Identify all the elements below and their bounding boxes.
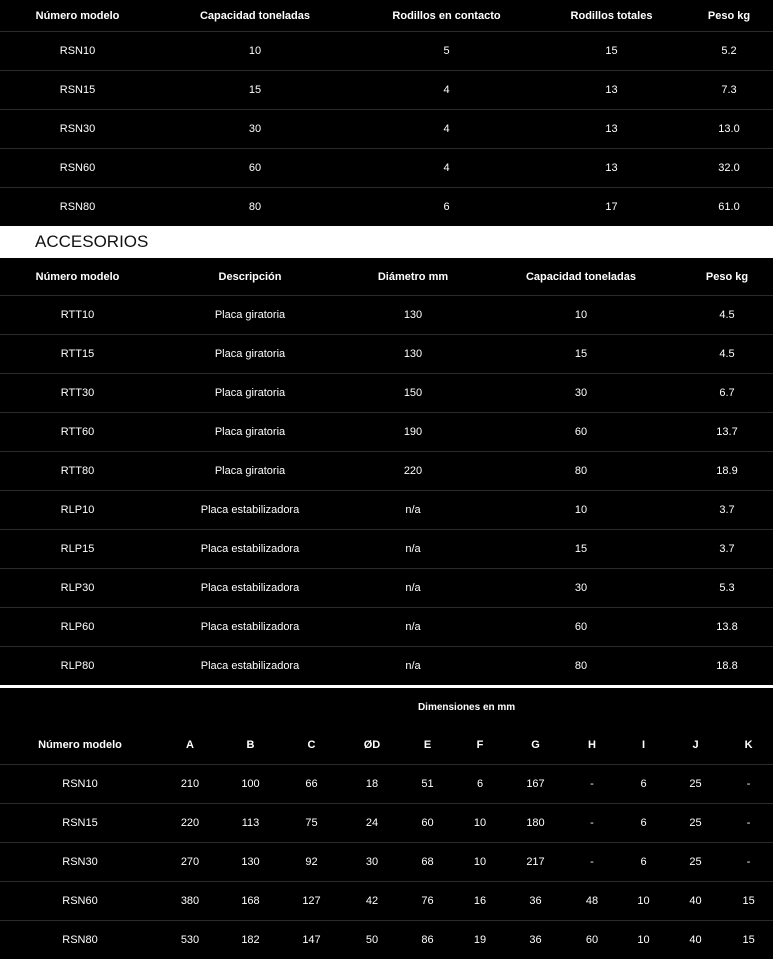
table-cell: RSN30 (0, 843, 160, 882)
table-row (0, 188, 773, 227)
table-cell: 68 (402, 843, 453, 882)
table-cell: 130 (220, 843, 281, 882)
table-cell: 127 (281, 882, 342, 921)
accessories-table-block (0, 258, 773, 685)
table-cell: RTT30 (0, 374, 155, 413)
table-cell: 6 (453, 765, 507, 804)
table-row (0, 765, 773, 804)
table-row (0, 335, 773, 374)
table-cell: - (564, 765, 620, 804)
table-cell: 167 (507, 765, 564, 804)
table-row (0, 413, 773, 452)
table-cell: 220 (160, 804, 220, 843)
table-cell: 150 (345, 374, 481, 413)
table-cell: 75 (281, 804, 342, 843)
table-cell: 6 (620, 804, 667, 843)
table-cell: n/a (345, 491, 481, 530)
table-cell: Placa estabilizadora (155, 647, 345, 686)
table-cell: 5.3 (681, 569, 773, 608)
dimensions-table (0, 688, 773, 959)
table-cell: n/a (345, 608, 481, 647)
table-row (0, 843, 773, 882)
table-cell: RTT80 (0, 452, 155, 491)
table-cell: 80 (155, 188, 355, 227)
table-cell: 15 (481, 530, 681, 569)
table-cell: 10 (453, 804, 507, 843)
column-header: A (186, 739, 194, 751)
table-cell: 217 (507, 843, 564, 882)
table-cell: 6 (355, 188, 538, 227)
table-cell: 13.0 (685, 110, 773, 149)
table-cell: - (564, 804, 620, 843)
table-cell: 147 (281, 921, 342, 960)
table-cell: 6.7 (681, 374, 773, 413)
table-cell: 6 (620, 765, 667, 804)
table-cell: - (724, 765, 773, 804)
table-cell: 24 (342, 804, 402, 843)
table-cell: 42 (342, 882, 402, 921)
table-cell: - (724, 804, 773, 843)
table-row (0, 110, 773, 149)
table-cell: 60 (402, 804, 453, 843)
table-cell: RSN15 (0, 804, 160, 843)
table-cell: Placa giratoria (155, 335, 345, 374)
table-cell: 10 (620, 882, 667, 921)
table-row (0, 71, 773, 110)
table-cell: 36 (507, 882, 564, 921)
table-cell: 48 (564, 882, 620, 921)
table-cell: Placa giratoria (155, 413, 345, 452)
table-cell: RSN60 (0, 149, 155, 188)
table-cell: 4.5 (681, 335, 773, 374)
table-cell: 13 (538, 149, 685, 188)
table-cell: 76 (402, 882, 453, 921)
table-cell: RTT60 (0, 413, 155, 452)
table-cell: 113 (220, 804, 281, 843)
column-header: Número modelo (38, 739, 122, 751)
accessories-table (0, 258, 773, 685)
table-cell: 60 (564, 921, 620, 960)
table-cell: 220 (345, 452, 481, 491)
table-cell: RLP10 (0, 491, 155, 530)
table-cell: RSN30 (0, 110, 155, 149)
table-cell: 130 (345, 296, 481, 335)
table-cell: 180 (507, 804, 564, 843)
column-header: Peso kg (705, 270, 749, 283)
table-cell: 15 (724, 921, 773, 960)
table-row (0, 32, 773, 71)
column-header: K (744, 739, 753, 751)
dimensions-table-block (0, 688, 773, 959)
column-header: G (531, 739, 540, 751)
table-cell: 13.7 (681, 413, 773, 452)
group-header-row (0, 688, 773, 726)
table-cell: 66 (281, 765, 342, 804)
table-cell: 30 (155, 110, 355, 149)
column-header: Descripción (218, 270, 282, 283)
table-row (0, 569, 773, 608)
table-cell: 210 (160, 765, 220, 804)
table-row (0, 452, 773, 491)
table-cell: 13 (538, 71, 685, 110)
specs-table (0, 0, 773, 226)
table-row (0, 374, 773, 413)
table-row (0, 296, 773, 335)
table-row (0, 149, 773, 188)
table-cell: 13.8 (681, 608, 773, 647)
table-cell: 17 (538, 188, 685, 227)
table-cell: 25 (667, 804, 724, 843)
table-cell: 130 (345, 335, 481, 374)
table-cell: 25 (667, 765, 724, 804)
table-cell: 40 (667, 882, 724, 921)
table-cell: 60 (481, 608, 681, 647)
table-cell: n/a (345, 569, 481, 608)
table-cell: 5.2 (685, 32, 773, 71)
table-cell: Placa estabilizadora (155, 608, 345, 647)
accessories-title: ACCESORIOS (0, 226, 775, 258)
table-cell: 100 (220, 765, 281, 804)
column-header: H (588, 739, 596, 751)
column-header: I (641, 739, 646, 751)
table-cell: 3.7 (681, 491, 773, 530)
table-cell: 18.9 (681, 452, 773, 491)
table-cell: 40 (667, 921, 724, 960)
table-cell: 10 (481, 491, 681, 530)
column-header: E (423, 739, 432, 751)
table-row (0, 804, 773, 843)
table-row (0, 530, 773, 569)
table-cell: Placa giratoria (155, 374, 345, 413)
table-cell: 18 (342, 765, 402, 804)
table-header-row (0, 258, 773, 296)
table-cell: 4 (355, 110, 538, 149)
table-cell: RLP60 (0, 608, 155, 647)
table-cell: 15 (481, 335, 681, 374)
table-cell: n/a (345, 530, 481, 569)
table-cell: RSN15 (0, 71, 155, 110)
group-header: Dimensiones en mm (417, 701, 516, 713)
table-cell: n/a (345, 647, 481, 686)
table-cell: 4.5 (681, 296, 773, 335)
specs-table-block (0, 0, 773, 226)
table-cell: 61.0 (685, 188, 773, 227)
table-cell: 6 (620, 843, 667, 882)
table-cell: 30 (342, 843, 402, 882)
table-cell: 4 (355, 149, 538, 188)
table-cell: 5 (355, 32, 538, 71)
column-header: ØD (363, 739, 381, 751)
table-cell: 15 (538, 32, 685, 71)
table-cell: 10 (620, 921, 667, 960)
table-header-row (0, 0, 773, 32)
table-cell: Placa giratoria (155, 296, 345, 335)
column-header: B (246, 739, 255, 751)
table-cell: RLP30 (0, 569, 155, 608)
column-header: J (692, 739, 699, 751)
table-cell: 10 (481, 296, 681, 335)
column-header: Rodillos en contacto (392, 9, 501, 22)
table-row (0, 647, 773, 686)
table-cell: 3.7 (681, 530, 773, 569)
column-header: F (476, 739, 484, 751)
table-cell: 32.0 (685, 149, 773, 188)
table-cell: RSN60 (0, 882, 160, 921)
table-cell: 36 (507, 921, 564, 960)
table-cell: RSN80 (0, 921, 160, 960)
table-cell: Placa estabilizadora (155, 530, 345, 569)
table-cell: RSN10 (0, 765, 160, 804)
column-header: Peso kg (707, 9, 751, 22)
table-cell: 15 (724, 882, 773, 921)
table-cell: 25 (667, 843, 724, 882)
table-row (0, 921, 773, 960)
table-cell: 4 (355, 71, 538, 110)
table-cell: 530 (160, 921, 220, 960)
table-cell: 60 (155, 149, 355, 188)
table-cell: 7.3 (685, 71, 773, 110)
table-cell: 92 (281, 843, 342, 882)
table-cell: 51 (402, 765, 453, 804)
table-cell: Placa estabilizadora (155, 491, 345, 530)
table-cell: 18.8 (681, 647, 773, 686)
table-cell: RTT10 (0, 296, 155, 335)
table-cell: 50 (342, 921, 402, 960)
table-row (0, 608, 773, 647)
table-cell: 16 (453, 882, 507, 921)
table-cell: 30 (481, 569, 681, 608)
table-cell: RLP80 (0, 647, 155, 686)
table-cell: 168 (220, 882, 281, 921)
table-cell: RSN80 (0, 188, 155, 227)
table-cell: 190 (345, 413, 481, 452)
table-cell: 80 (481, 647, 681, 686)
column-header: C (307, 739, 316, 751)
table-cell: 80 (481, 452, 681, 491)
table-cell: Placa estabilizadora (155, 569, 345, 608)
table-cell: RTT15 (0, 335, 155, 374)
table-cell: RLP15 (0, 530, 155, 569)
column-header: Rodillos totales (570, 9, 653, 22)
table-cell: 86 (402, 921, 453, 960)
table-cell: 13 (538, 110, 685, 149)
table-cell: 19 (453, 921, 507, 960)
table-cell: 182 (220, 921, 281, 960)
column-header: Capacidad toneladas (525, 270, 637, 283)
table-cell: 15 (155, 71, 355, 110)
table-cell: 10 (155, 32, 355, 71)
column-header: Diámetro mm (377, 270, 449, 283)
table-cell: 380 (160, 882, 220, 921)
table-cell: Placa giratoria (155, 452, 345, 491)
column-header: Capacidad toneladas (199, 9, 311, 22)
table-cell: 30 (481, 374, 681, 413)
table-header-row (0, 726, 773, 765)
column-header: Número modelo (35, 9, 120, 22)
table-cell: RSN10 (0, 32, 155, 71)
column-header: Número modelo (35, 270, 120, 283)
table-row (0, 882, 773, 921)
table-cell: 10 (453, 843, 507, 882)
table-cell: 60 (481, 413, 681, 452)
table-cell: - (564, 843, 620, 882)
table-row (0, 491, 773, 530)
table-cell: - (724, 843, 773, 882)
table-cell: 270 (160, 843, 220, 882)
